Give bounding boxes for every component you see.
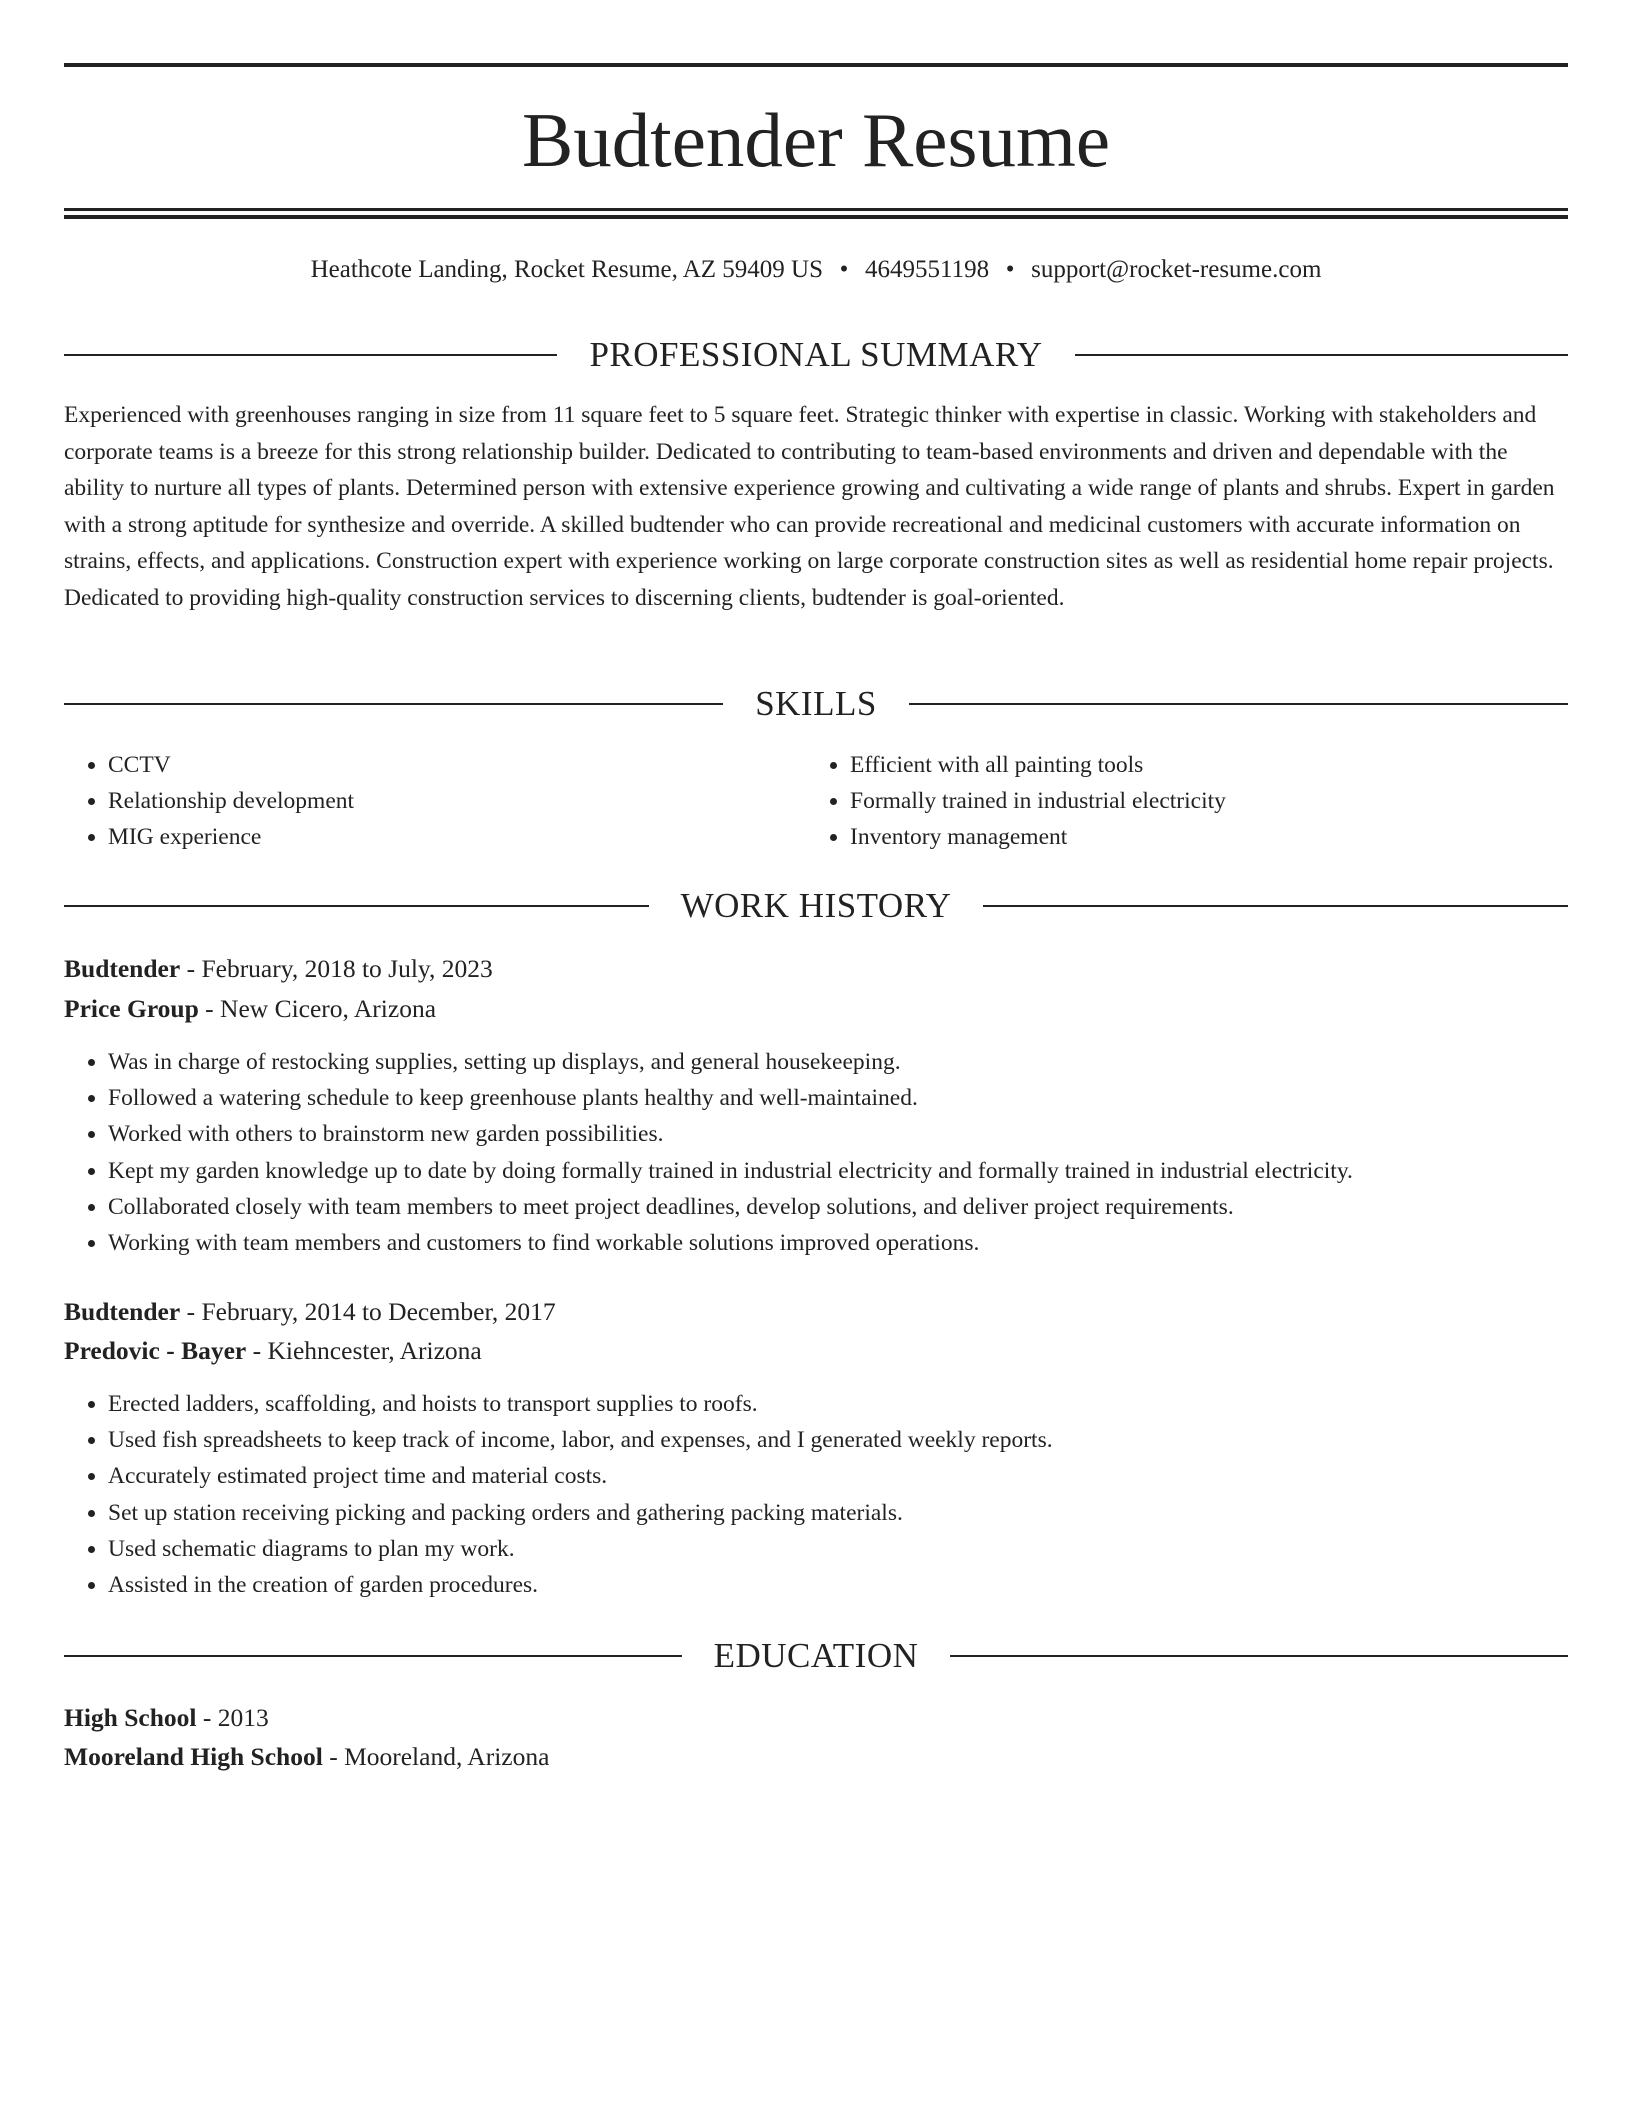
summary-heading-label: PROFESSIONAL SUMMARY xyxy=(589,335,1043,374)
skills-heading-label: SKILLS xyxy=(755,684,877,723)
summary-heading xyxy=(64,333,1568,377)
work-history-heading-label: WORK HISTORY xyxy=(680,886,952,925)
job-duty: • Assisted in the creation of garden procedures. xyxy=(108,1567,1568,1603)
summary-text: Experienced with greenhouses ranging in size from 11 square feet to 5 square feet. Strategic thinker with expertise in classic. Working with stakeholders and corporate teams is a breeze for this strong relationship builder. Dedicated to contributing to team-based environments and driven and dependable with the ability to nurture all types of plants. Determined person with extensive experience growing and cultivating a wide range of plants and shrubs. Expert in garden with a strong aptitude for synthesize and override. A skilled budtender who can provide recreational and medicinal customers with accurate information on strains, effects, and applications. Construction expert with experience working on large corporate construction sites as well as residential home repair projects. Dedicated to providing high-quality construction services to discerning clients, budtender is goal-oriented. xyxy=(64,402,1555,611)
education-heading xyxy=(64,1634,1568,1678)
contact-line xyxy=(64,252,1568,288)
job-company-line: Predovic - Bayer - Kiehncester, Arizona xyxy=(64,1336,482,1365)
job-duty: • Worked with others to brainstorm new garden possibilities. xyxy=(108,1116,1568,1152)
heading-rule xyxy=(64,703,723,705)
education-location: Mooreland, Arizona xyxy=(344,1742,550,1771)
job-duty: • Erected ladders, scaffolding, and hoists to transport supplies to roofs. xyxy=(108,1386,1568,1422)
job-company-line: Price Group - New Cicero, Arizona xyxy=(64,994,437,1023)
job-duties-list xyxy=(64,1044,1568,1261)
job-duty: • Collaborated closely with team members to meet project deadlines, develop solutions, and deliver project requirements. xyxy=(108,1189,1568,1225)
title-top-rule xyxy=(64,63,1568,67)
job-title-line: Budtender - February, 2018 to July, 2023 xyxy=(64,954,493,983)
heading-rule xyxy=(909,703,1568,705)
job-duty: • Used schematic diagrams to plan my work. xyxy=(108,1531,1568,1567)
skill-item: • Formally trained in industrial electricity xyxy=(850,783,1546,819)
job-company: Predovic - Bayer xyxy=(64,1336,247,1365)
resume-title: Budtender Resume xyxy=(521,97,1111,183)
contact-phone: 4649551198 xyxy=(865,256,990,283)
job-location: New Cicero, Arizona xyxy=(220,994,437,1023)
title-bottom-rule-thick xyxy=(64,215,1568,219)
heading-rule xyxy=(983,905,1568,907)
work-history-heading xyxy=(64,884,1568,928)
education-degree-line: High School - 2013 xyxy=(64,1703,269,1732)
job-title: Budtender xyxy=(64,954,181,983)
skill-item: • Inventory management xyxy=(850,819,1546,855)
education-degree: High School xyxy=(64,1703,197,1732)
heading-rule xyxy=(1075,354,1568,356)
heading-rule xyxy=(64,905,649,907)
job-duty: • Used fish spreadsheets to keep track of income, labor, and expenses, and I generated weekly reports. xyxy=(108,1422,1568,1458)
heading-rule xyxy=(64,354,557,356)
skill-item: • Efficient with all painting tools xyxy=(850,747,1546,783)
heading-rule xyxy=(950,1655,1568,1657)
job-duty: • Working with team members and customers to find workable solutions improved operations. xyxy=(108,1225,1568,1261)
heading-rule xyxy=(64,1655,682,1657)
job-title: Budtender xyxy=(64,1297,181,1326)
education-school-line: Mooreland High School - Mooreland, Arizona xyxy=(64,1742,550,1771)
skills-column-left xyxy=(64,747,804,856)
skills-heading xyxy=(64,682,1568,726)
contact-address: Heathcote Landing, Rocket Resume, AZ 59409 US xyxy=(310,256,824,283)
skill-item: • CCTV xyxy=(108,747,804,783)
job-duty: • Kept my garden knowledge up to date by doing formally trained in industrial electricity and formally trained in industrial electricity. xyxy=(108,1153,1568,1189)
job-company: Price Group xyxy=(64,994,199,1023)
education-year: 2013 xyxy=(217,1703,269,1732)
job-duty: • Was in charge of restocking supplies, setting up displays, and general housekeeping. xyxy=(108,1044,1568,1080)
skill-item: • Relationship development xyxy=(108,783,804,819)
title-bottom-rule xyxy=(64,208,1568,211)
contact-email: support@rocket-resume.com xyxy=(1031,256,1322,283)
contact-separator: • xyxy=(839,256,849,283)
skills-column-right xyxy=(806,747,1546,856)
education-school: Mooreland High School xyxy=(64,1742,323,1771)
job-duties-list xyxy=(64,1386,1568,1603)
job-duty: • Accurately estimated project time and material costs. xyxy=(108,1458,1568,1494)
job-duty: • Followed a watering schedule to keep greenhouse plants healthy and well-maintained. xyxy=(108,1080,1568,1116)
job-title-line: Budtender - February, 2014 to December, 2017 xyxy=(64,1297,556,1326)
job-location: Kiehncester, Arizona xyxy=(267,1336,482,1365)
job-duty: • Set up station receiving picking and packing orders and gathering packing materials. xyxy=(108,1495,1568,1531)
education-heading-label: EDUCATION xyxy=(713,1636,919,1675)
job-dates: February, 2014 to December, 2017 xyxy=(201,1297,556,1326)
job-dates: February, 2018 to July, 2023 xyxy=(201,954,493,983)
contact-separator: • xyxy=(1005,256,1015,283)
skill-item: • MIG experience xyxy=(108,819,804,855)
